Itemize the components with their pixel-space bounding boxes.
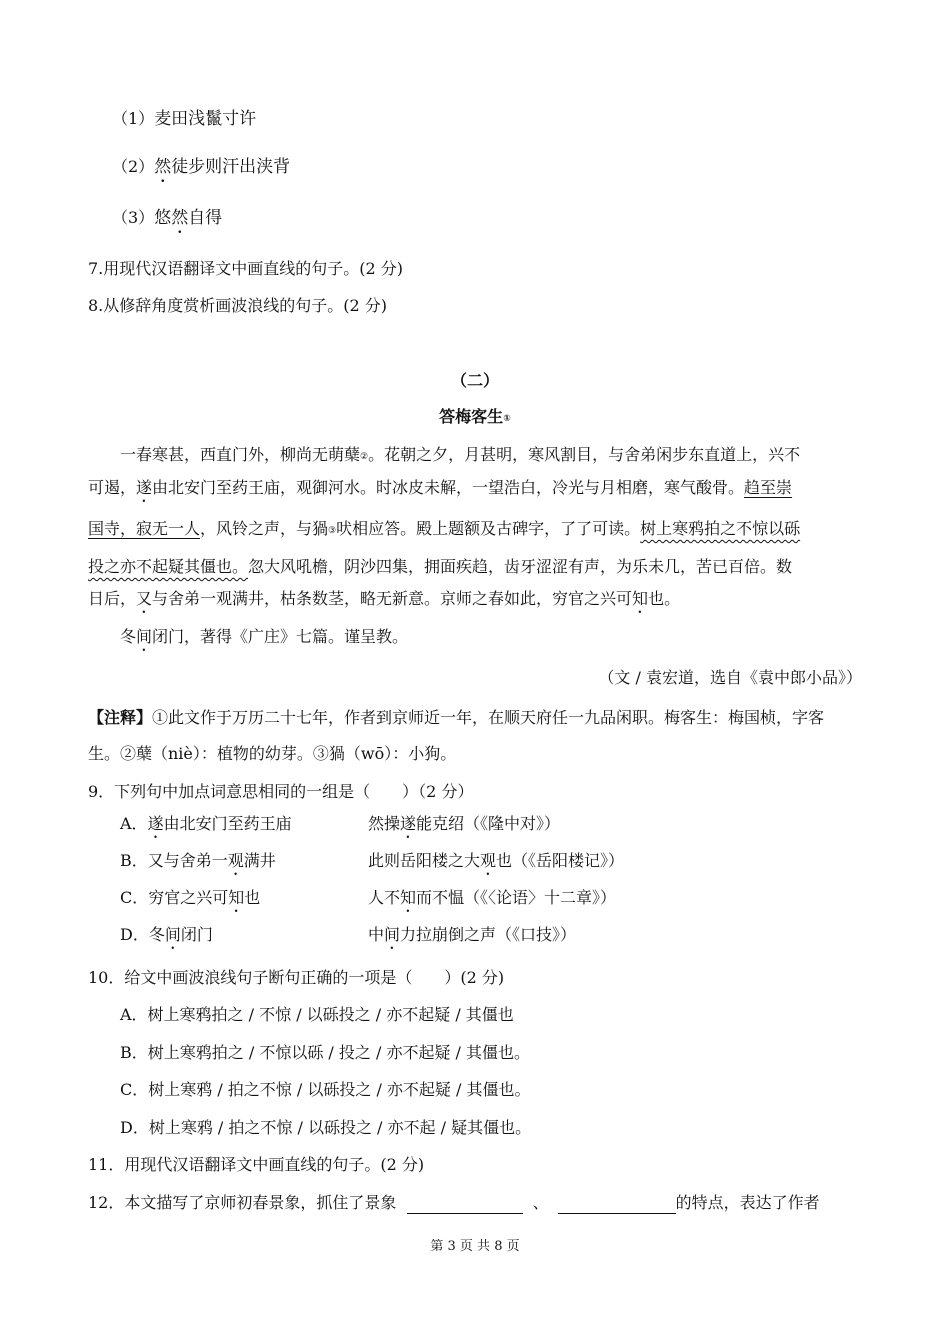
q9-c-right-rest: 而不愠（《〈论语〉十二章》） — [416, 888, 617, 907]
passage-l5-dot2: 知 — [632, 589, 649, 608]
q6-item-2-dot: 然 — [154, 157, 172, 177]
q6-item-3-pre: 悠 — [154, 208, 172, 228]
passage-l5a: 日后， — [88, 589, 137, 608]
q9-d-left-rest: 闭门 — [180, 925, 213, 944]
q9-a-right-pre: 然操 — [368, 814, 401, 833]
passage-note-2: ② — [360, 452, 369, 462]
q9-d-right-rest: 力拉崩倒之声（《口技》） — [400, 925, 577, 944]
q9-d-left-pre: 冬 — [148, 925, 165, 944]
passage-l5-dot: 又 — [136, 589, 153, 608]
question-12 — [88, 1192, 820, 1214]
q12-pre: 12．本文描写了京师初春景象，抓住了景象 — [88, 1193, 397, 1212]
q9-option-b — [120, 850, 276, 879]
q9-d-right-dot: 间 — [384, 925, 401, 944]
q9-c-right-dot: 知 — [400, 888, 417, 907]
q9-option-a-right — [368, 813, 560, 842]
passage-l5c: 也。 — [648, 589, 681, 608]
passage-straight-underline-2: 国寺，寂无一人 — [88, 519, 201, 538]
question-8: 8.从修辞角度赏析画波浪线的句子。(2 分) — [88, 296, 388, 315]
question-10-stem: 10．给文中画波浪线句子断句正确的一项是（ ）(2 分) — [88, 968, 505, 987]
q10-option-a: A．树上寒鸦拍之 / 不惊 / 以砾投之 / 亦不起疑 / 其僵也 — [120, 1005, 514, 1024]
q9-b-right-rest: 也（《岳阳楼记》） — [496, 851, 625, 870]
q6-item-3-dot: 然 — [171, 208, 189, 228]
passage-l1b: 。花朝之夕，月甚明，寒风割目，与舍弟闲步东直道上，兴不 — [368, 445, 801, 464]
passage-wavy-underline-2: 投之亦不起疑其僵也。 — [88, 557, 249, 576]
q12-sep: 、 — [532, 1193, 549, 1212]
passage-l2a: 可遏， — [88, 478, 137, 497]
q6-item-3-prefix: （3） — [112, 208, 155, 227]
q6-item-1 — [112, 108, 256, 130]
q12-post: 的特点，表达了作者 — [675, 1193, 820, 1212]
q9-b-right-dot: 观 — [480, 851, 497, 870]
q6-item-2-prefix: （2） — [112, 157, 155, 176]
passage-l6-dot: 间 — [136, 627, 153, 646]
passage-line-4 — [88, 556, 792, 578]
passage-source: （文 / 袁宏道，选自《袁中郎小品》） — [598, 668, 862, 687]
passage-l6a: 冬 — [120, 627, 137, 646]
question-11: 11．用现代汉语翻译文中画直线的句子。(2 分) — [88, 1155, 425, 1174]
passage-l1a: 一春寒甚，西直门外，柳尚无萌蘖 — [120, 445, 361, 464]
q9-d-label: D． — [120, 925, 149, 944]
q6-item-2-text: 徒步则汗出浃背 — [171, 157, 291, 177]
q6-item-2 — [112, 156, 290, 187]
passage-l2-dot: 遂 — [136, 478, 153, 497]
passage-wavy-underline-1: 树上寒鸦拍之不惊以砾 — [640, 519, 801, 538]
q9-option-d-right — [368, 924, 576, 953]
question-9-stem: 9．下列句中加点词意思相同的一组是（ ）（2 分） — [88, 782, 474, 801]
passage-l3b: 吠相应答。殿上题额及古碑字，了了可读。 — [336, 519, 641, 538]
notes-line-2: 生。②蘖（niè）：植物的幼芽。③猧（wō）：小狗。 — [88, 744, 457, 763]
q9-c-left-dot: 知 — [228, 888, 245, 907]
q6-item-1-text: 麦田浅鬣寸许 — [154, 109, 257, 129]
q10-option-c: C．树上寒鸦 / 拍之不惊 / 以砾投之 / 亦不起疑 / 其僵也。 — [120, 1080, 531, 1099]
question-7: 7.用现代汉语翻译文中画直线的句子。(2 分) — [88, 259, 404, 278]
q6-item-3-text: 自得 — [188, 208, 223, 228]
passage-l4b: 忽大风吼檐，阴沙四集，拥面疾趋，齿牙涩涩有声，为乐未几，苦已百倍。数 — [248, 557, 793, 576]
section-heading: （二） — [450, 371, 499, 390]
passage-line-5 — [88, 588, 680, 617]
passage-note-3: ③ — [328, 526, 337, 536]
q9-d-right-pre: 中 — [368, 925, 385, 944]
q9-c-label: C． — [120, 888, 149, 907]
q9-a-label: A． — [120, 814, 148, 833]
passage-l3a: ，风铃之声，与猧 — [200, 519, 329, 538]
q10-option-d: D．树上寒鸦 / 拍之不惊 / 以砾投之 / 亦不起 / 疑其僵也。 — [120, 1118, 532, 1137]
q12-blank-1[interactable] — [407, 1195, 523, 1214]
q9-b-label: B． — [120, 851, 148, 870]
passage-line-6 — [120, 626, 408, 655]
passage-l5b: 与舍弟一观满井，枯条数茎，略无新意。京师之春如此，穷官之兴可 — [152, 589, 633, 608]
passage-title — [0, 406, 950, 430]
q10-option-b: B．树上寒鸦拍之 / 不惊以砾 / 投之 / 亦不起疑 / 其僵也。 — [120, 1043, 531, 1062]
notes-text-1: ①此文作于万历二十七年，作者到京师近一年，在顺天府任一九品闲职。梅客生：梅国桢，字客 — [152, 708, 825, 727]
q6-item-3 — [112, 207, 222, 238]
q9-c-right-pre: 人不 — [368, 888, 401, 907]
q9-option-a — [120, 813, 292, 842]
q9-c-left-rest: 也 — [244, 888, 261, 907]
q9-b-left-rest: 满井 — [243, 851, 276, 870]
q9-d-left-dot: 间 — [164, 925, 181, 944]
passage-straight-underline-1: 趋至崇 — [744, 478, 793, 497]
q9-option-c — [120, 887, 260, 916]
notes-label: 【注释】 — [88, 708, 153, 727]
passage-title-note: ① — [503, 414, 511, 424]
q9-a-right-rest: 能克绍（《隆中对》） — [416, 814, 561, 833]
passage-line-3 — [88, 518, 800, 542]
q9-b-right-pre: 此则岳阳楼之大 — [368, 851, 481, 870]
q9-c-left-pre: 穷官之兴可 — [148, 888, 229, 907]
q9-b-left-dot: 观 — [227, 851, 244, 870]
q9-a-left-rest: 由北安门至药王庙 — [163, 814, 292, 833]
page-footer: 第 3 页 共 8 页 — [430, 1239, 520, 1254]
q12-blank-2[interactable] — [558, 1195, 676, 1214]
q9-a-left-dot: 遂 — [147, 814, 164, 833]
passage-line-1 — [120, 444, 800, 468]
notes-line-1 — [88, 707, 824, 729]
q6-item-1-prefix: （1） — [112, 109, 155, 128]
passage-title-text: 答梅客生 — [439, 407, 504, 426]
passage-l6b: 闭门，著得《广庄》七篇。谨呈教。 — [152, 627, 409, 646]
q9-b-left-pre: 又与舍弟一 — [147, 851, 228, 870]
q9-a-right-dot: 遂 — [400, 814, 417, 833]
passage-line-2 — [88, 477, 792, 506]
q9-option-b-right — [368, 850, 624, 879]
q9-option-d — [120, 924, 213, 953]
q9-option-c-right — [368, 887, 616, 916]
passage-l2b: 由北安门至药王庙，观御河水。时冰皮未解，一望浩白，冷光与月相磨，寒气酸骨。 — [152, 478, 745, 497]
